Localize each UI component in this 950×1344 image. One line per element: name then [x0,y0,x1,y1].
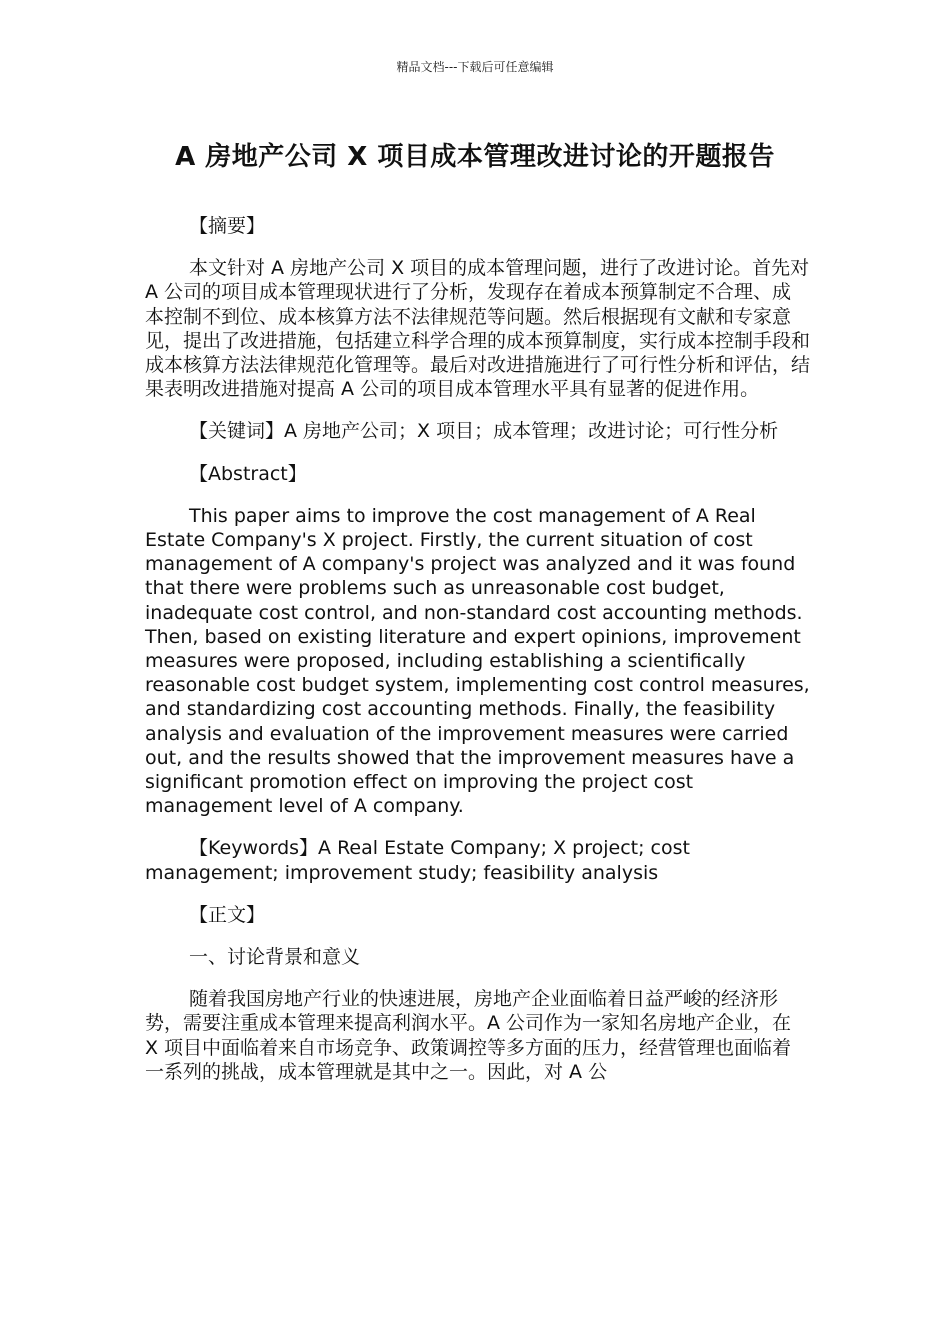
section-1-heading: 一、讨论背景和意义 [189,946,361,969]
abstract-paragraph: 本文针对 A 房地产公司 X 项目的成本管理问题，进行了改进讨论。首先对 A 公司的项目成本管理现状进行了分析，发现存在着成本预算制定不合理、成本控制不到位、成本核算方法不法律规范等问题。然后根据现有文献和专家意见，提出了改进措施，包括建立科学合理的成本预算制度，实行成本控制手段和成本核算方法法律规范化管理等。最后对改进措施进行了可行性分析和评估，结果表明改进措施对提高 A 公司的项目成本管理水平具有显著的促进作用。 [145,257,811,401]
keywords-en: 【Keywords】A Real Estate Company; X project; cost management; improvement study; feasibility analysis [145,837,690,884]
body-heading: 【正文】 [189,903,266,926]
keywords-cn: 【关键词】A 房地产公司；X 项目；成本管理；改进讨论；可行性分析 [189,420,779,443]
abstract-en-heading: 【Abstract】 [189,462,307,485]
abstract-heading: 【摘要】 [189,215,266,237]
abstract-en-paragraph: This paper aims to improve the cost management of A Real Estate Company's X project. Firstly, the current situation of cost management of A company's project was analyzed and it was found that there were problems such as unreasonable cost budget, inadequate cost control, and non-standard cost accounting methods. Then, based on existing literature and expert opinions, improvement measures were proposed, including establishing a scientifically reasonable cost budget system, implementing cost control measures, and standardizing cost accounting methods. Finally, the feasibility analysis and evaluation of the improvement measures were carried out, and the results showed that the improvement measures have a significant promotion effect on improving the project cost management level of A company. [145,504,810,818]
header-note: 精品文档---下载后可任意编辑 [396,60,554,74]
document-body [145,214,810,1102]
document-title: A 房地产公司 X 项目成本管理改进讨论的开题报告 [175,142,775,172]
section-1-paragraph: 随着我国房地产行业的快速进展，房地产企业面临着日益严峻的经济形势，需要注重成本管理来提高利润水平。A 公司作为一家知名房地产企业，在 X 项目中面临着来自市场竞争、政策调控等多方面的压力，经营管理也面临着一系列的挑战，成本管理就是其中之一。因此，对 A 公 [145,988,792,1083]
